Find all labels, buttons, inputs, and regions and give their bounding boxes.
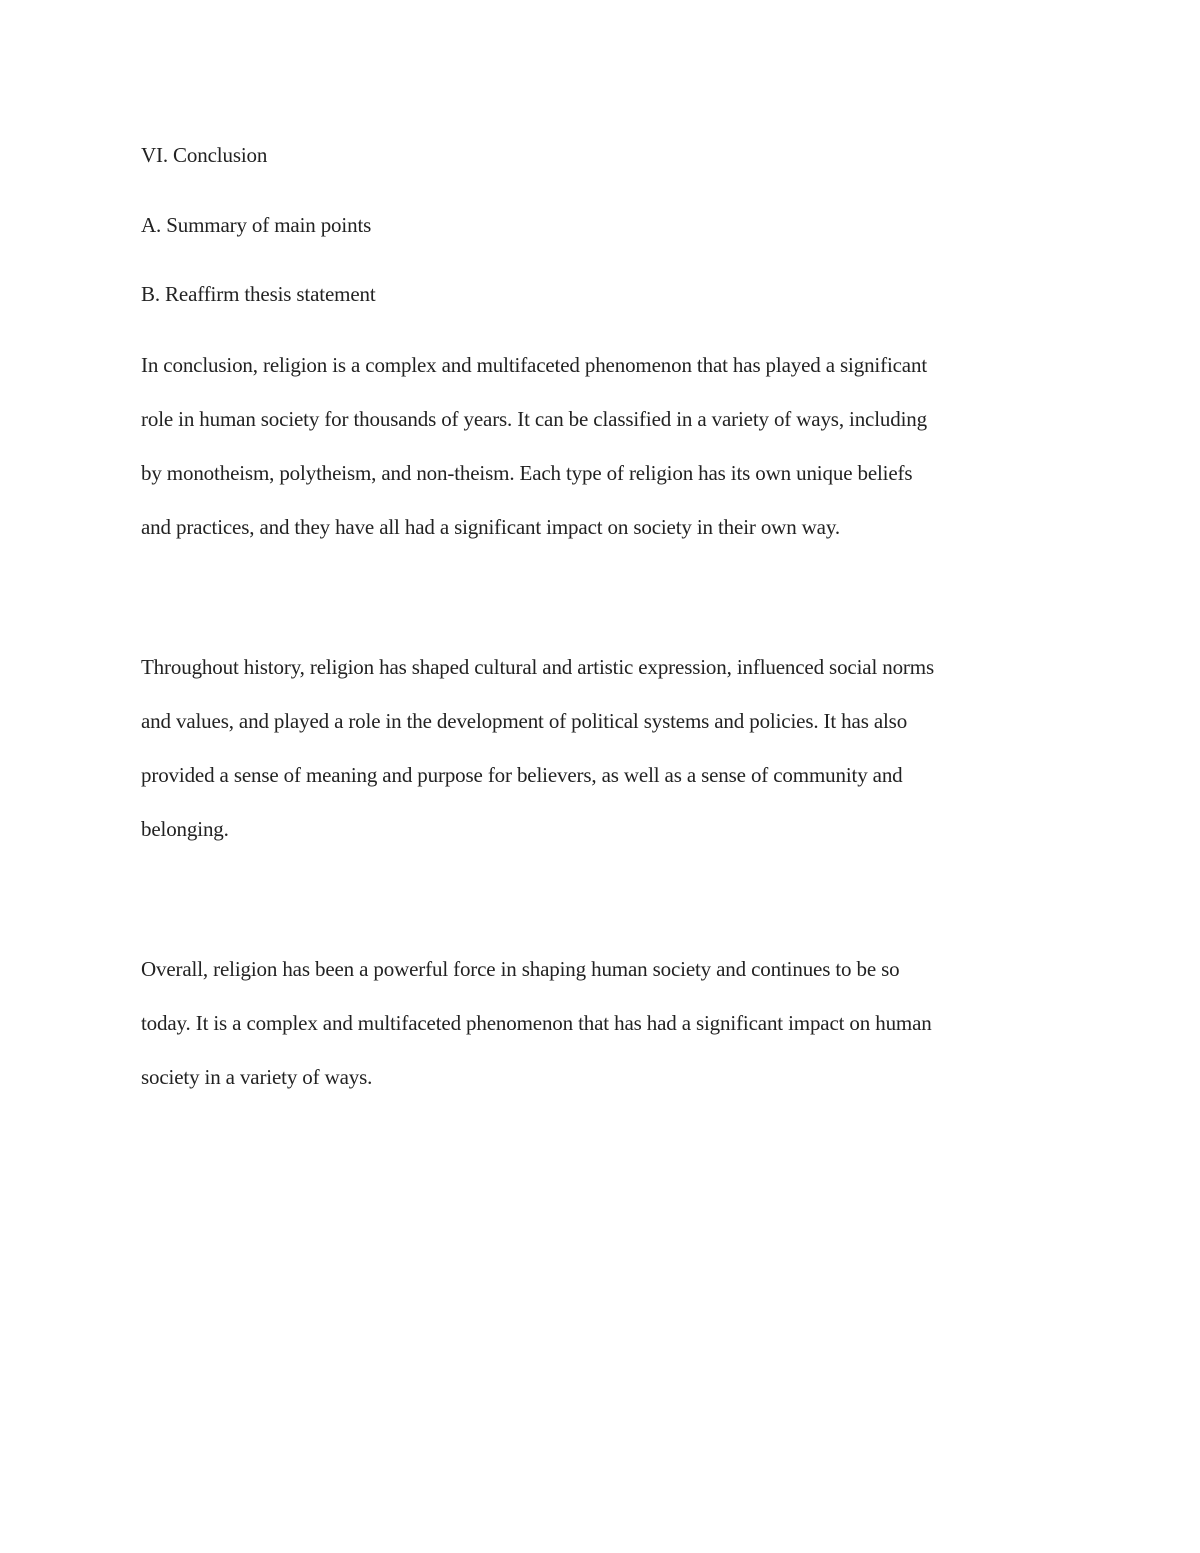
paragraph-line: Throughout history, religion has shaped cultural and artistic expression, influenced social norms xyxy=(141,655,934,679)
outline-item-b xyxy=(141,267,1071,321)
paragraph-line: In conclusion, religion is a complex and multifaceted phenomenon that has played a significant xyxy=(141,353,928,377)
heading-text: VI. Conclusion xyxy=(141,143,268,167)
paragraph-line: today. It is a complex and multifaceted phenomenon that has had a significant impact on human xyxy=(141,1011,932,1035)
outline-item-a xyxy=(141,198,1071,252)
paragraph-line: society in a variety of ways. xyxy=(141,1065,373,1089)
paragraph-line: provided a sense of meaning and purpose for believers, as well as a sense of community and xyxy=(141,763,903,787)
outline-item-a-text: A. Summary of main points xyxy=(141,213,372,237)
paragraph-overall xyxy=(141,942,1071,1104)
paragraph-line: role in human society for thousands of years. It can be classified in a variety of ways, including xyxy=(141,407,927,431)
paragraph-conclusion xyxy=(141,338,1071,554)
section-heading xyxy=(141,128,1071,182)
paragraph-line: belonging. xyxy=(141,817,229,841)
paragraph-history xyxy=(141,640,1071,856)
paragraph-line: and practices, and they have all had a significant impact on society in their own way. xyxy=(141,515,840,539)
paragraph-line: and values, and played a role in the development of political systems and policies. It has also xyxy=(141,709,908,733)
outline-item-b-text: B. Reaffirm thesis statement xyxy=(141,282,376,306)
paragraph-line: by monotheism, polytheism, and non-theism. Each type of religion has its own unique beliefs xyxy=(141,461,913,485)
paragraph-line: Overall, religion has been a powerful force in shaping human society and continues to be so xyxy=(141,957,900,981)
